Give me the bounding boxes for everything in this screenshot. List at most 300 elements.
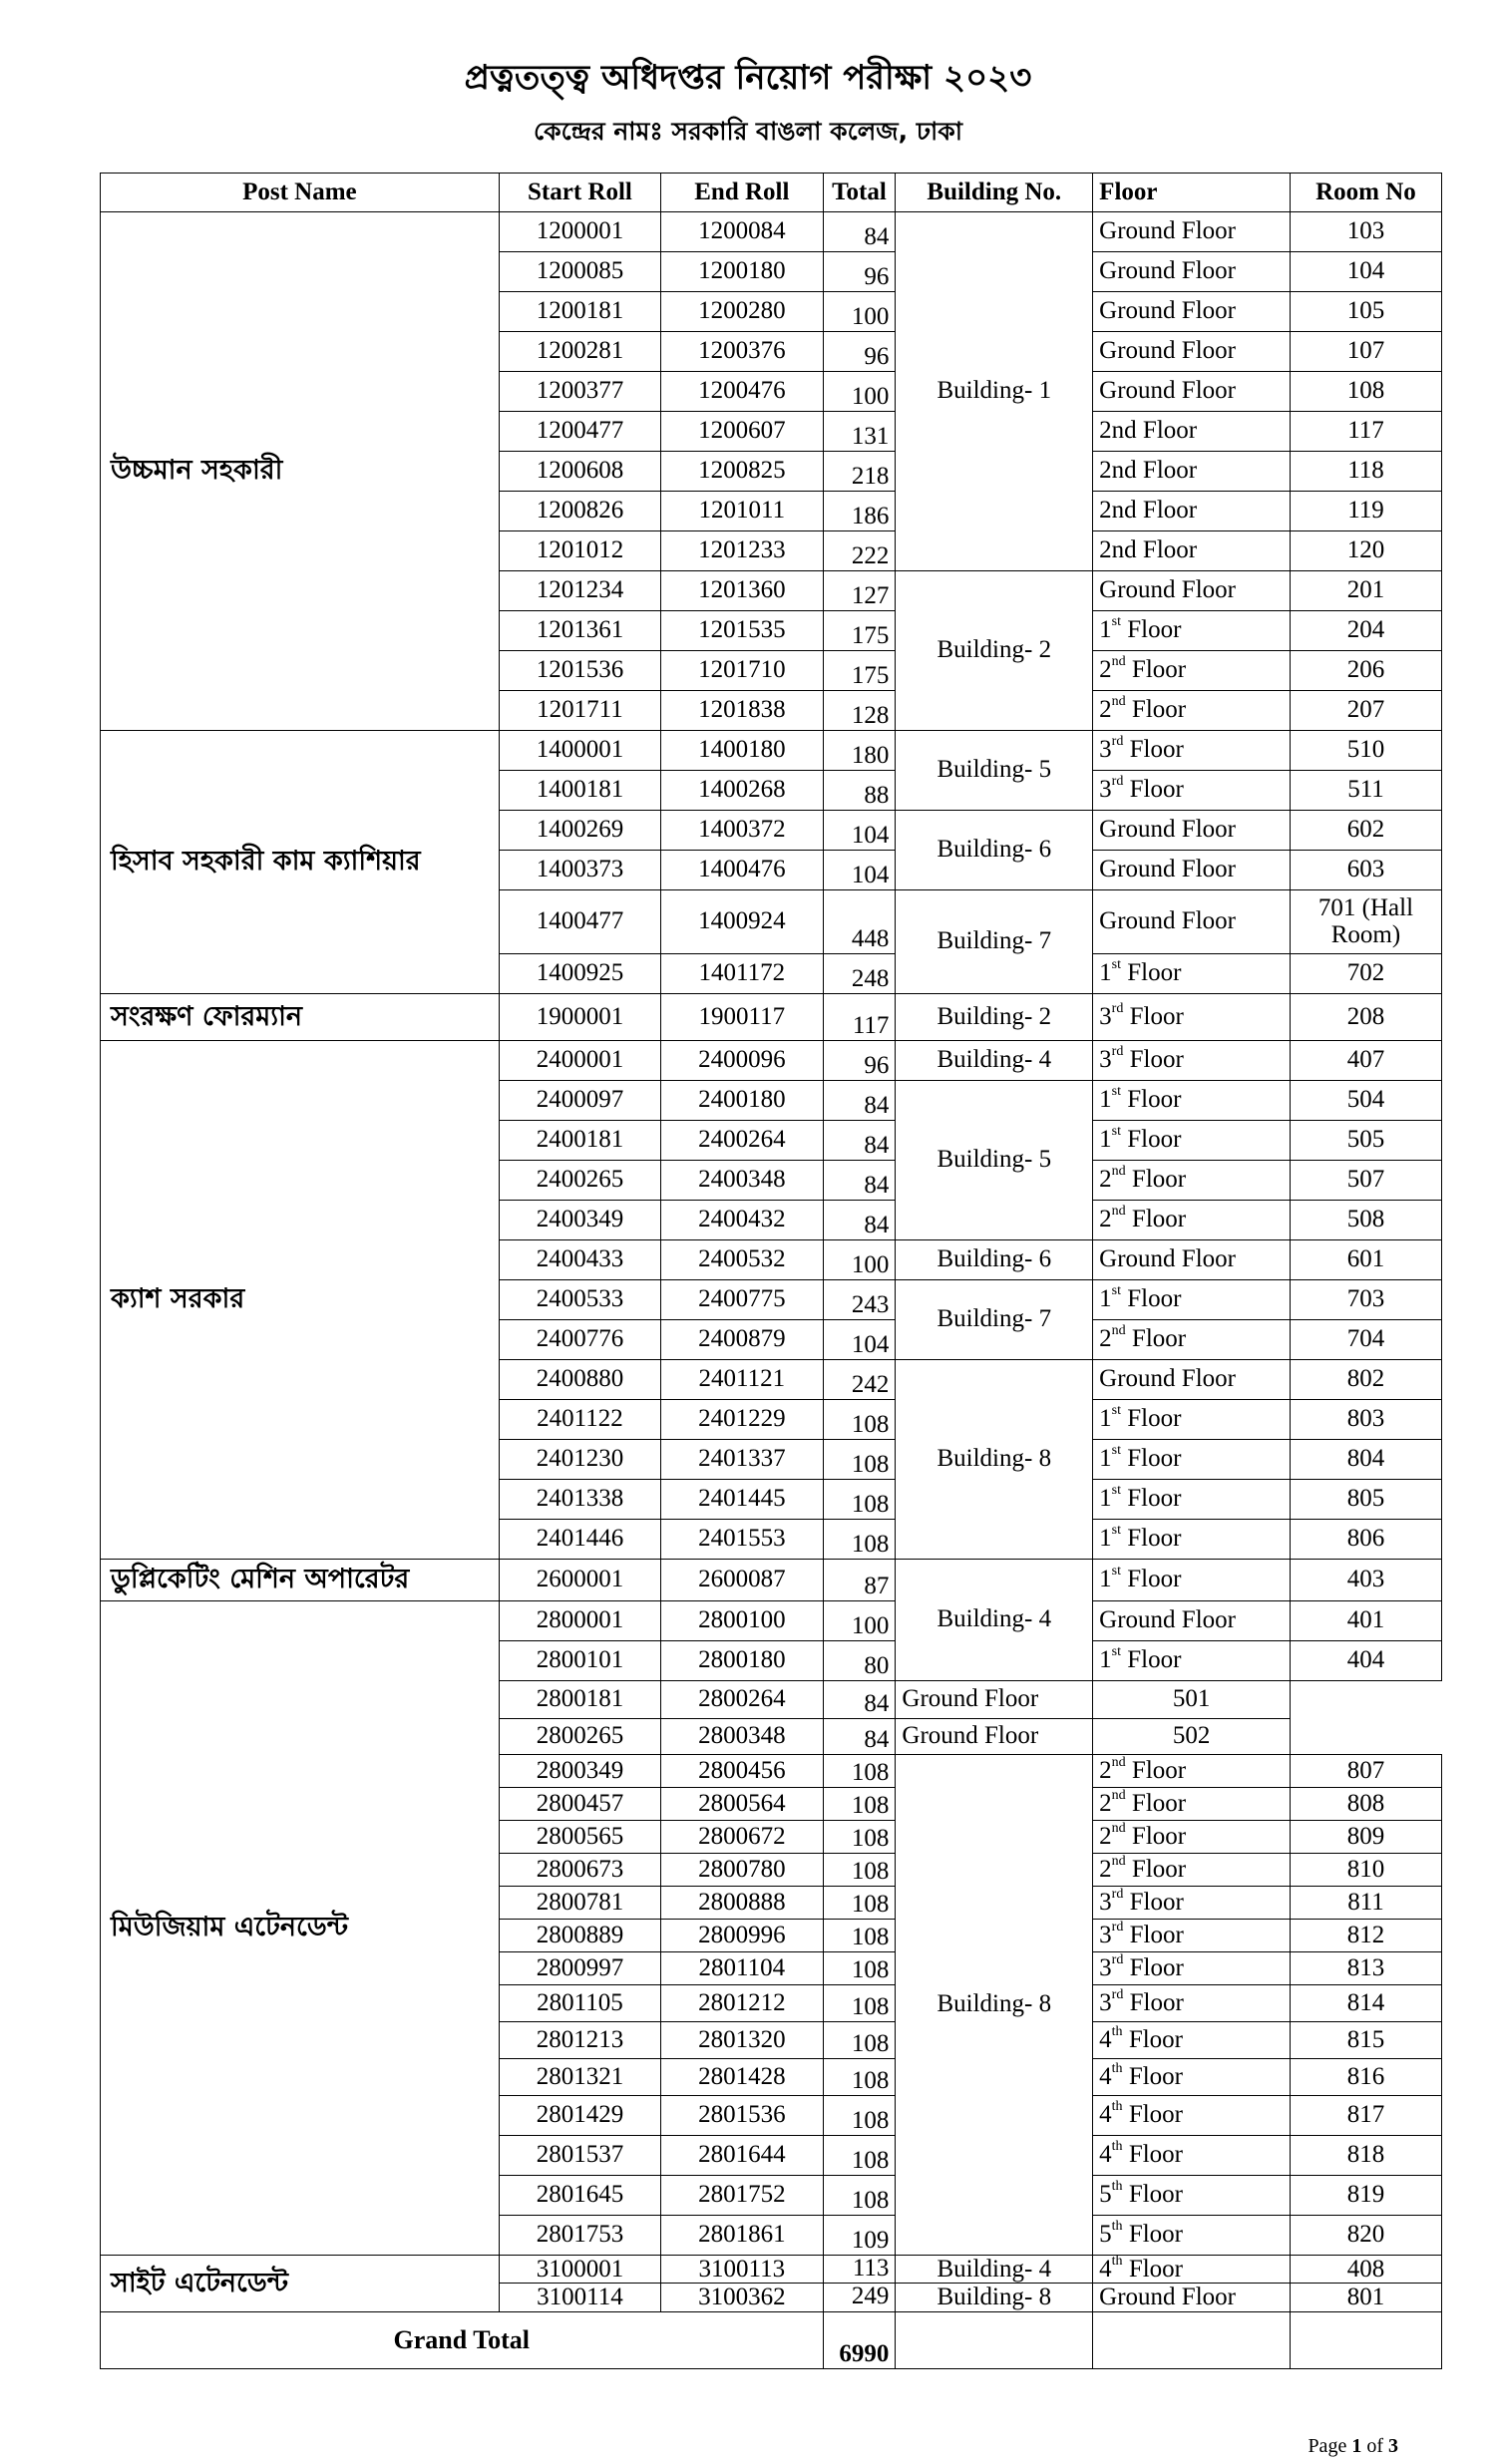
table-row <box>101 1041 1442 1081</box>
end-roll: 1201710 <box>661 651 823 691</box>
room-number: 505 <box>1290 1121 1441 1161</box>
end-roll: 1201360 <box>661 571 823 611</box>
start-roll: 2801321 <box>499 2059 660 2096</box>
start-roll: 2800101 <box>499 1641 660 1681</box>
end-roll: 1201233 <box>661 531 823 571</box>
floor-name: 2nd Floor <box>1093 492 1291 531</box>
ordinal-suffix: st <box>1111 1523 1122 1539</box>
page-indicator <box>1308 2435 1398 2458</box>
end-roll: 1400476 <box>661 851 823 890</box>
room-number: 807 <box>1290 1755 1441 1788</box>
floor-name: 2nd Floor <box>1093 1821 1291 1854</box>
room-number: 801 <box>1290 2284 1441 2311</box>
start-roll: 1400181 <box>499 771 660 811</box>
room-number: 702 <box>1290 954 1441 994</box>
room-number: 703 <box>1290 1280 1441 1320</box>
start-roll: 3100114 <box>499 2284 660 2311</box>
end-roll: 2400348 <box>661 1161 823 1201</box>
exam-center-name: কেন্দ্রের নামঃ সরকারি বাঙলা কলেজ, ঢাকা <box>534 117 962 146</box>
start-roll: 2800265 <box>499 1719 660 1755</box>
floor-name: 2nd Floor <box>1093 1755 1291 1788</box>
floor-name: 1st Floor <box>1093 1121 1291 1161</box>
end-roll: 2400775 <box>661 1280 823 1320</box>
ordinal-suffix: st <box>1111 1283 1122 1299</box>
total-count: 175 <box>823 651 896 691</box>
end-roll: 2801320 <box>661 2022 823 2059</box>
ordinal-suffix: st <box>1111 1564 1122 1580</box>
end-roll: 2401553 <box>661 1520 823 1560</box>
end-roll: 2401337 <box>661 1440 823 1480</box>
start-roll: 2400181 <box>499 1121 660 1161</box>
end-roll: 2800672 <box>661 1821 823 1854</box>
building-number: Building- 4 <box>896 1560 1093 1681</box>
floor-name: 3rd Floor <box>1093 1920 1291 1952</box>
end-roll: 2400879 <box>661 1320 823 1360</box>
total-count: 248 <box>823 954 896 994</box>
end-roll: 2800348 <box>661 1719 823 1755</box>
post-name: উচ্চমান সহকারী <box>101 212 500 731</box>
room-number: 207 <box>1290 691 1441 731</box>
end-roll: 2800180 <box>661 1641 823 1681</box>
room-number: 704 <box>1290 1320 1441 1360</box>
room-number: 119 <box>1290 492 1441 531</box>
total-count: 87 <box>823 1560 896 1601</box>
table-row <box>101 994 1442 1041</box>
ordinal-suffix: st <box>1111 1644 1122 1660</box>
ordinal-suffix: th <box>1111 2139 1123 2155</box>
ordinal-suffix: st <box>1111 1483 1122 1499</box>
total-count: 100 <box>823 292 896 332</box>
floor-name: 2nd Floor <box>1093 1320 1291 1360</box>
floor-name: 2nd Floor <box>1093 691 1291 731</box>
room-number: 806 <box>1290 1520 1441 1560</box>
floor-name: 2nd Floor <box>1093 412 1291 452</box>
end-roll: 2400432 <box>661 1201 823 1240</box>
grand-total-value: 6990 <box>823 2311 896 2368</box>
start-roll: 2800673 <box>499 1854 660 1887</box>
room-number: 403 <box>1290 1560 1441 1601</box>
floor-name: Ground Floor <box>1093 1240 1291 1280</box>
total-count: 108 <box>823 1520 896 1560</box>
total-count: 104 <box>823 851 896 890</box>
room-number: 809 <box>1290 1821 1441 1854</box>
total-count: 100 <box>823 1240 896 1280</box>
floor-name: Ground Floor <box>1093 252 1291 292</box>
room-number: 107 <box>1290 332 1441 372</box>
ordinal-suffix: rd <box>1111 774 1124 790</box>
room-number: 508 <box>1290 1201 1441 1240</box>
start-roll: 1201536 <box>499 651 660 691</box>
end-roll: 2401445 <box>661 1480 823 1520</box>
floor-name: 1st Floor <box>1093 1641 1291 1681</box>
post-name: সাইট এটেনডেন্ট <box>101 2256 500 2312</box>
floor-name: 3rd Floor <box>1093 731 1291 771</box>
start-roll: 2801429 <box>499 2096 660 2136</box>
end-roll: 1200180 <box>661 252 823 292</box>
start-roll: 1200377 <box>499 372 660 412</box>
page-current: 1 <box>1351 2435 1362 2457</box>
seat-plan-table <box>100 173 1442 2369</box>
start-roll: 1200085 <box>499 252 660 292</box>
room-number: 805 <box>1290 1480 1441 1520</box>
room-number: 208 <box>1290 994 1441 1041</box>
start-roll: 2800781 <box>499 1887 660 1920</box>
floor-name: 2nd Floor <box>1093 452 1291 492</box>
total-count: 84 <box>823 1081 896 1121</box>
floor-name: 2nd Floor <box>1093 1788 1291 1821</box>
total-count: 108 <box>823 2022 896 2059</box>
room-number: 701 (Hall Room) <box>1290 890 1441 954</box>
floor-name: 5th Floor <box>1093 2216 1291 2256</box>
total-count: 104 <box>823 1320 896 1360</box>
end-roll: 1200280 <box>661 292 823 332</box>
end-roll: 2801861 <box>661 2216 823 2256</box>
ordinal-suffix: rd <box>1111 1986 1124 2002</box>
col-header-room: Room No <box>1290 174 1441 212</box>
grand-total-label: Grand Total <box>101 2311 824 2368</box>
total-count: 84 <box>823 1201 896 1240</box>
building-number: Building- 8 <box>896 1360 1093 1560</box>
col-header-post-name: Post Name <box>101 174 500 212</box>
ordinal-suffix: rd <box>1111 1000 1124 1016</box>
room-number: 820 <box>1290 2216 1441 2256</box>
ordinal-suffix: nd <box>1111 694 1126 710</box>
total-count: 108 <box>823 1821 896 1854</box>
total-count: 108 <box>823 1952 896 1985</box>
end-roll: 3100113 <box>661 2256 823 2284</box>
floor-name: 3rd Floor <box>1093 994 1291 1041</box>
ordinal-suffix: th <box>1111 2219 1123 2235</box>
room-number: 819 <box>1290 2176 1441 2216</box>
start-roll: 2400533 <box>499 1280 660 1320</box>
ordinal-suffix: th <box>1111 2099 1123 2115</box>
ordinal-suffix: th <box>1111 2023 1123 2039</box>
total-count: 108 <box>823 1400 896 1440</box>
end-roll: 1201838 <box>661 691 823 731</box>
room-number: 501 <box>1093 1681 1291 1719</box>
start-roll: 1200181 <box>499 292 660 332</box>
floor-name: Ground Floor <box>1093 571 1291 611</box>
room-number: 511 <box>1290 771 1441 811</box>
room-number: 407 <box>1290 1041 1441 1081</box>
table-row <box>101 212 1442 252</box>
total-count: 117 <box>823 994 896 1041</box>
total-count: 186 <box>823 492 896 531</box>
ordinal-suffix: rd <box>1111 1044 1124 1060</box>
total-count: 80 <box>823 1641 896 1681</box>
floor-name: Ground Floor <box>1093 372 1291 412</box>
floor-name: 1st Floor <box>1093 1440 1291 1480</box>
page-total: 3 <box>1388 2435 1398 2457</box>
total-count: 84 <box>823 212 896 252</box>
end-roll: 2401229 <box>661 1400 823 1440</box>
ordinal-suffix: st <box>1111 1084 1122 1100</box>
room-number: 804 <box>1290 1440 1441 1480</box>
total-count: 108 <box>823 2176 896 2216</box>
end-roll: 1900117 <box>661 994 823 1041</box>
table-row <box>101 1560 1442 1601</box>
ordinal-suffix: st <box>1111 957 1122 973</box>
room-number: 502 <box>1093 1719 1291 1755</box>
total-count: 108 <box>823 1788 896 1821</box>
end-roll: 2801212 <box>661 1985 823 2022</box>
floor-name: 1st Floor <box>1093 611 1291 651</box>
start-roll: 2400880 <box>499 1360 660 1400</box>
post-name: ক্যাশ সরকার <box>101 1041 500 1560</box>
total-count: 84 <box>823 1681 896 1719</box>
room-number: 118 <box>1290 452 1441 492</box>
total-count: 108 <box>823 2136 896 2176</box>
end-roll: 3100362 <box>661 2284 823 2311</box>
start-roll: 2400265 <box>499 1161 660 1201</box>
total-count: 84 <box>823 1719 896 1755</box>
page-of: of <box>1361 2435 1388 2457</box>
floor-name: Ground Floor <box>1093 890 1291 954</box>
start-roll: 1400269 <box>499 811 660 851</box>
document-title: প্রত্নতত্ত্ব অধিদপ্তর নিয়োগ পরীক্ষা ২০২৩ <box>464 58 1032 98</box>
start-roll: 1900001 <box>499 994 660 1041</box>
floor-name: 2nd Floor <box>1093 1854 1291 1887</box>
room-number: 813 <box>1290 1952 1441 1985</box>
start-roll: 1201711 <box>499 691 660 731</box>
building-number: Building- 5 <box>896 1081 1093 1240</box>
end-roll: 2801428 <box>661 2059 823 2096</box>
room-number: 803 <box>1290 1400 1441 1440</box>
ordinal-suffix: th <box>1111 2253 1123 2269</box>
floor-name: 2nd Floor <box>1093 1161 1291 1201</box>
start-roll: 2801105 <box>499 1985 660 2022</box>
start-roll: 1200281 <box>499 332 660 372</box>
total-count: 108 <box>823 2059 896 2096</box>
floor-name: Ground Floor <box>1093 851 1291 890</box>
total-count: 109 <box>823 2216 896 2256</box>
room-number: 810 <box>1290 1854 1441 1887</box>
room-number: 408 <box>1290 2256 1441 2284</box>
floor-name: 5th Floor <box>1093 2176 1291 2216</box>
end-roll: 1200825 <box>661 452 823 492</box>
ordinal-suffix: st <box>1111 1403 1122 1419</box>
room-number: 117 <box>1290 412 1441 452</box>
building-number: Building- 5 <box>896 731 1093 811</box>
building-number: Building- 4 <box>896 2256 1093 2284</box>
start-roll: 2400433 <box>499 1240 660 1280</box>
end-roll: 2400096 <box>661 1041 823 1081</box>
total-count: 96 <box>823 1041 896 1081</box>
floor-name: 1st Floor <box>1093 954 1291 994</box>
end-roll: 2400180 <box>661 1081 823 1121</box>
start-roll: 2800349 <box>499 1755 660 1788</box>
floor-name: 1st Floor <box>1093 1400 1291 1440</box>
floor-name: Ground Floor <box>1093 2284 1291 2311</box>
room-number: 808 <box>1290 1788 1441 1821</box>
total-count: 108 <box>823 2096 896 2136</box>
room-number: 815 <box>1290 2022 1441 2059</box>
room-number: 818 <box>1290 2136 1441 2176</box>
end-roll: 1200476 <box>661 372 823 412</box>
start-roll: 2800889 <box>499 1920 660 1952</box>
end-roll: 1200376 <box>661 332 823 372</box>
ordinal-suffix: nd <box>1111 1204 1126 1220</box>
total-count: 127 <box>823 571 896 611</box>
room-number: 603 <box>1290 851 1441 890</box>
floor-name: 3rd Floor <box>1093 1985 1291 2022</box>
col-header-total: Total <box>823 174 896 212</box>
start-roll: 2400097 <box>499 1081 660 1121</box>
floor-name: 3rd Floor <box>1093 1952 1291 1985</box>
table-row <box>101 1601 1442 1641</box>
start-roll: 1201234 <box>499 571 660 611</box>
floor-name: 2nd Floor <box>1093 531 1291 571</box>
total-count: 104 <box>823 811 896 851</box>
grand-total-row <box>101 2311 1442 2368</box>
room-number: 817 <box>1290 2096 1441 2136</box>
building-number: Building- 2 <box>896 994 1093 1041</box>
end-roll: 1200607 <box>661 412 823 452</box>
building-number: Building- 7 <box>896 1280 1093 1360</box>
end-roll: 2801104 <box>661 1952 823 1985</box>
end-roll: 1400180 <box>661 731 823 771</box>
total-count: 249 <box>823 2284 896 2311</box>
room-number: 802 <box>1290 1360 1441 1400</box>
end-roll: 2401121 <box>661 1360 823 1400</box>
end-roll: 2400532 <box>661 1240 823 1280</box>
total-count: 222 <box>823 531 896 571</box>
room-number: 602 <box>1290 811 1441 851</box>
floor-name: Ground Floor <box>1093 212 1291 252</box>
floor-name: 1st Floor <box>1093 1480 1291 1520</box>
start-roll: 2801213 <box>499 2022 660 2059</box>
building-number: Building- 6 <box>896 811 1093 890</box>
room-number: 120 <box>1290 531 1441 571</box>
start-roll: 2800181 <box>499 1681 660 1719</box>
ordinal-suffix: st <box>1111 614 1122 630</box>
start-roll: 2600001 <box>499 1560 660 1601</box>
end-roll: 2801536 <box>661 2096 823 2136</box>
post-name: হিসাব সহকারী কাম ক্যাশিয়ার <box>101 731 500 994</box>
total-count: 131 <box>823 412 896 452</box>
building-number: Building- 8 <box>896 2284 1093 2311</box>
total-count: 88 <box>823 771 896 811</box>
empty-cell <box>1093 2311 1291 2368</box>
room-number: 105 <box>1290 292 1441 332</box>
end-roll: 1401172 <box>661 954 823 994</box>
floor-name: Ground Floor <box>1093 1601 1291 1641</box>
room-number: 507 <box>1290 1161 1441 1201</box>
room-number: 814 <box>1290 1985 1441 2022</box>
room-number: 504 <box>1290 1081 1441 1121</box>
floor-name: 1st Floor <box>1093 1560 1291 1601</box>
end-roll: 2800888 <box>661 1887 823 1920</box>
end-roll: 2801644 <box>661 2136 823 2176</box>
room-number: 404 <box>1290 1641 1441 1681</box>
start-roll: 3100001 <box>499 2256 660 2284</box>
building-number: Building- 1 <box>896 212 1093 571</box>
start-roll: 2400776 <box>499 1320 660 1360</box>
start-roll: 1200001 <box>499 212 660 252</box>
ordinal-suffix: nd <box>1111 1787 1126 1803</box>
floor-name: 4th Floor <box>1093 2256 1291 2284</box>
start-roll: 2401230 <box>499 1440 660 1480</box>
floor-name: 1st Floor <box>1093 1520 1291 1560</box>
total-count: 218 <box>823 452 896 492</box>
ordinal-suffix: nd <box>1111 1820 1126 1836</box>
start-roll: 2401446 <box>499 1520 660 1560</box>
start-roll: 1400373 <box>499 851 660 890</box>
room-number: 104 <box>1290 252 1441 292</box>
floor-name: 3rd Floor <box>1093 771 1291 811</box>
start-roll: 1201012 <box>499 531 660 571</box>
col-header-end-roll: End Roll <box>661 174 823 212</box>
table-row <box>101 731 1442 771</box>
total-count: 108 <box>823 1440 896 1480</box>
ordinal-suffix: th <box>1111 2060 1123 2076</box>
end-roll: 1201011 <box>661 492 823 531</box>
room-number: 510 <box>1290 731 1441 771</box>
start-roll: 2400001 <box>499 1041 660 1081</box>
total-count: 448 <box>823 890 896 954</box>
floor-name: Ground Floor <box>896 1681 1093 1719</box>
end-roll: 2800456 <box>661 1755 823 1788</box>
floor-name: Ground Floor <box>1093 292 1291 332</box>
start-roll: 2800001 <box>499 1601 660 1641</box>
total-count: 96 <box>823 332 896 372</box>
ordinal-suffix: nd <box>1111 1754 1126 1770</box>
post-name: ডুপ্লিকেটিং মেশিন অপারেটর <box>101 1560 500 1601</box>
floor-name: 3rd Floor <box>1093 1887 1291 1920</box>
ordinal-suffix: rd <box>1111 734 1124 750</box>
ordinal-suffix: nd <box>1111 654 1126 670</box>
ordinal-suffix: nd <box>1111 1323 1126 1339</box>
total-count: 96 <box>823 252 896 292</box>
start-roll: 2400349 <box>499 1201 660 1240</box>
col-header-building: Building No. <box>896 174 1093 212</box>
start-roll: 2800997 <box>499 1952 660 1985</box>
ordinal-suffix: st <box>1111 1124 1122 1140</box>
end-roll: 2800780 <box>661 1854 823 1887</box>
start-roll: 1400001 <box>499 731 660 771</box>
start-roll: 2800457 <box>499 1788 660 1821</box>
room-number: 206 <box>1290 651 1441 691</box>
empty-cell <box>1290 2311 1441 2368</box>
floor-name: 2nd Floor <box>1093 1201 1291 1240</box>
floor-name: 1st Floor <box>1093 1081 1291 1121</box>
ordinal-suffix: st <box>1111 1443 1122 1459</box>
total-count: 84 <box>823 1121 896 1161</box>
floor-name: Ground Floor <box>1093 1360 1291 1400</box>
ordinal-suffix: rd <box>1111 1919 1124 1935</box>
building-number: Building- 7 <box>896 890 1093 994</box>
total-count: 175 <box>823 611 896 651</box>
table-header-row <box>101 174 1442 212</box>
start-roll: 1200826 <box>499 492 660 531</box>
post-name: মিউজিয়াম এটেনডেন্ট <box>101 1601 500 2256</box>
total-count: 108 <box>823 1985 896 2022</box>
ordinal-suffix: rd <box>1111 1951 1124 1967</box>
floor-name: 3rd Floor <box>1093 1041 1291 1081</box>
total-count: 180 <box>823 731 896 771</box>
start-roll: 1400477 <box>499 890 660 954</box>
building-number: Building- 2 <box>896 571 1093 731</box>
floor-name: 4th Floor <box>1093 2059 1291 2096</box>
floor-name: 1st Floor <box>1093 1280 1291 1320</box>
total-count: 108 <box>823 1854 896 1887</box>
start-roll: 2800565 <box>499 1821 660 1854</box>
room-number: 103 <box>1290 212 1441 252</box>
total-count: 108 <box>823 1887 896 1920</box>
total-count: 242 <box>823 1360 896 1400</box>
total-count: 100 <box>823 1601 896 1641</box>
floor-name: 4th Floor <box>1093 2022 1291 2059</box>
